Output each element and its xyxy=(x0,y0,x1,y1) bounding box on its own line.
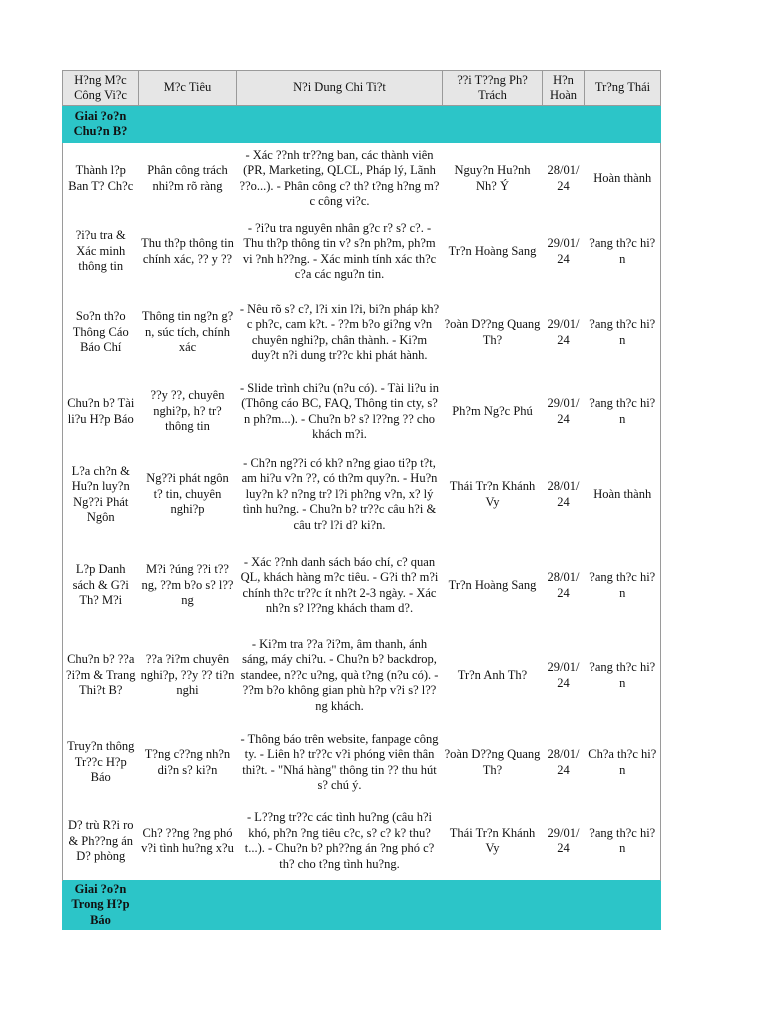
task-cell: Chu?n b? ??a ?i?m & Trang Thi?t B? xyxy=(63,629,139,723)
detail-cell: - Ch?n ng??i có kh? n?ng giao ti?p t?t, am hi?u v?n ??, có th?m quy?n. - Hu?n luy?n k? n?ng tr? l?i ph?ng v?n, x? lý tình hu?ng. - Chu?n b? tr??c câu h?i & câu tr? l?i d? ki?n. xyxy=(241,455,438,532)
owner-cell: ?oàn D??ng Quang Th? xyxy=(444,747,541,777)
table-row xyxy=(63,289,661,377)
phase-title: Giai ?o?n Chu?n B? xyxy=(63,106,139,143)
phase-title: Giai ?o?n Trong H?p Báo xyxy=(63,881,139,930)
detail-cell: - Xác ??nh tr??ng ban, các thành viên (PR, Marketing, QLCL, Pháp lý, Lãnh ??o...). - Phân công c? th? t?ng h?ng m?c công vi?c. xyxy=(239,147,440,209)
status-cell: Hoàn thành xyxy=(585,143,661,215)
table-row xyxy=(63,143,661,215)
goal-cell: Ch? ??ng ?ng phó v?i tình hu?ng x?u xyxy=(141,825,234,856)
owner-cell: Nguy?n Hu?nh Nh? Ý xyxy=(454,163,531,193)
due-cell: 29/01/24 xyxy=(547,396,580,426)
status-cell: ?ang th?c hi?n xyxy=(585,543,661,629)
header-row xyxy=(63,71,661,106)
status-cell: ?ang th?c hi?n xyxy=(585,377,661,447)
task-cell: ?i?u tra & Xác minh thông tin xyxy=(63,215,139,289)
detail-cell: - Thông báo trên website, fanpage công ty. - Liên h? tr??c v?i phóng viên thân thi?t. - "Nhá hàng" thông tin ?? thu hút s? chú ý. xyxy=(240,731,439,792)
header-status: Tr?ng Thái xyxy=(585,71,661,106)
due-cell: 29/01/24 xyxy=(547,236,580,266)
detail-cell: - Slide trình chi?u (n?u có). - Tài li?u in (Thông cáo BC, FAQ, Thông tin cty, s?n ph?m...). - Chu?n b? s? l??ng ?? cho khách m?i. xyxy=(239,380,440,441)
phase-row-during xyxy=(63,881,661,930)
table-row xyxy=(63,803,661,881)
goal-cell: Thông tin ng?n g?n, súc tích, chính xác xyxy=(141,309,234,355)
owner-cell: ?oàn D??ng Quang Th? xyxy=(444,317,541,347)
goal-cell: ??y ??, chuyên nghi?p, h? tr? thông tin xyxy=(150,388,225,434)
table-row xyxy=(63,215,661,289)
table-row xyxy=(63,629,661,723)
status-cell: Hoàn thành xyxy=(585,447,661,543)
goal-cell: T?ng c??ng nh?n di?n s? ki?n xyxy=(144,747,231,777)
header-goal: M?c Tiêu xyxy=(139,71,237,106)
task-cell: L?a ch?n & Hu?n luy?n Ng??i Phát Ngôn xyxy=(63,447,139,543)
table-row xyxy=(63,447,661,543)
due-cell: 29/01/24 xyxy=(547,317,580,347)
owner-cell: Tr?n Anh Th? xyxy=(457,667,528,682)
status-cell: ?ang th?c hi?n xyxy=(585,215,661,289)
detail-cell: - Nêu rõ s? c?, l?i xin l?i, bi?n pháp kh?c ph?c, cam k?t. - ??m b?o gi?ng v?n chuyên nghi?p, chân thành. - Ki?m duy?t n?i dung tr??c khi phát hành. xyxy=(239,301,440,362)
owner-cell: Thái Tr?n Khánh Vy xyxy=(449,479,536,509)
detail-cell: - Xác ??nh danh sách báo chí, c? quan QL, khách hàng m?c tiêu. - G?i th? m?i chính th?c tr??c ít nh?t 2-3 ngày. - Xác nh?n s? l??ng khách tham d?. xyxy=(240,554,439,615)
header-task: H?ng M?c Công Vi?c xyxy=(63,71,139,106)
due-cell: 29/01/24 xyxy=(547,825,580,856)
detail-cell: - L??ng tr??c các tình hu?ng (câu h?i khó, ph?n ?ng tiêu c?c, s? c? k? thu?t...). - Chu?n b? ph??ng án ?ng phó c? th? cho t?ng tình hu?ng. xyxy=(244,810,435,871)
task-cell: L?p Danh sách & G?i Th? M?i xyxy=(63,543,139,629)
status-cell: ?ang th?c hi?n xyxy=(585,629,661,723)
header-detail: N?i Dung Chi Ti?t xyxy=(237,71,443,106)
owner-cell: Tr?n Hoàng Sang xyxy=(448,243,537,258)
status-cell: Ch?a th?c hi?n xyxy=(585,723,661,803)
table-row xyxy=(63,377,661,447)
phase-row-preparation xyxy=(63,106,661,143)
detail-cell: - ?i?u tra nguyên nhân g?c r? s? c?. - Thu th?p thông tin v? s?n ph?m, ph?m vi ?nh h??ng. - Xác minh tính xác th?c c?a các ngu?n tin. xyxy=(242,220,437,281)
goal-cell: M?i ?úng ??i t??ng, ??m b?o s? l??ng xyxy=(141,562,234,608)
status-cell: ?ang th?c hi?n xyxy=(585,803,661,881)
header-owner: ??i T??ng Ph? Trách xyxy=(443,71,543,106)
task-cell: Thành l?p Ban T? Ch?c xyxy=(63,143,139,215)
detail-cell: - Ki?m tra ??a ?i?m, âm thanh, ánh sáng, máy chi?u. - Chu?n b? backdrop, standee, n??c u?ng, quà t?ng (n?u có). - ??m b?o không gian phù h?p v?i s? l??ng khách. xyxy=(240,636,439,713)
phase-fill xyxy=(139,106,661,143)
owner-cell: Tr?n Hoàng Sang xyxy=(448,577,537,592)
task-cell: D? trù R?i ro & Ph??ng án D? phòng xyxy=(63,803,139,881)
goal-cell: Ng??i phát ngôn t? tin, chuyên nghi?p xyxy=(146,471,229,517)
goal-cell: Phân công trách nhi?m rõ ràng xyxy=(147,163,228,193)
table-row xyxy=(63,723,661,803)
due-cell: 28/01/24 xyxy=(547,570,580,600)
phase-fill xyxy=(139,881,661,930)
header-due: H?n Hoàn xyxy=(543,71,585,106)
plan-table xyxy=(62,70,661,930)
due-cell: 28/01/24 xyxy=(547,163,580,193)
status-cell: ?ang th?c hi?n xyxy=(585,289,661,377)
due-cell: 28/01/24 xyxy=(547,747,580,777)
task-cell: Chu?n b? Tài li?u H?p Báo xyxy=(63,377,139,447)
task-cell: So?n th?o Thông Cáo Báo Chí xyxy=(63,289,139,377)
due-cell: 28/01/24 xyxy=(547,479,580,509)
owner-cell: Ph?m Ng?c Phú xyxy=(452,403,533,418)
due-cell: 29/01/24 xyxy=(547,660,580,690)
table-row xyxy=(63,543,661,629)
goal-cell: Thu th?p thông tin chính xác, ?? y ?? xyxy=(141,236,234,266)
owner-cell: Thái Tr?n Khánh Vy xyxy=(449,825,536,856)
goal-cell: ??a ?i?m chuyên nghi?p, ??y ?? ti?n nghi xyxy=(140,652,235,698)
task-cell: Truy?n thông Tr??c H?p Báo xyxy=(63,723,139,803)
